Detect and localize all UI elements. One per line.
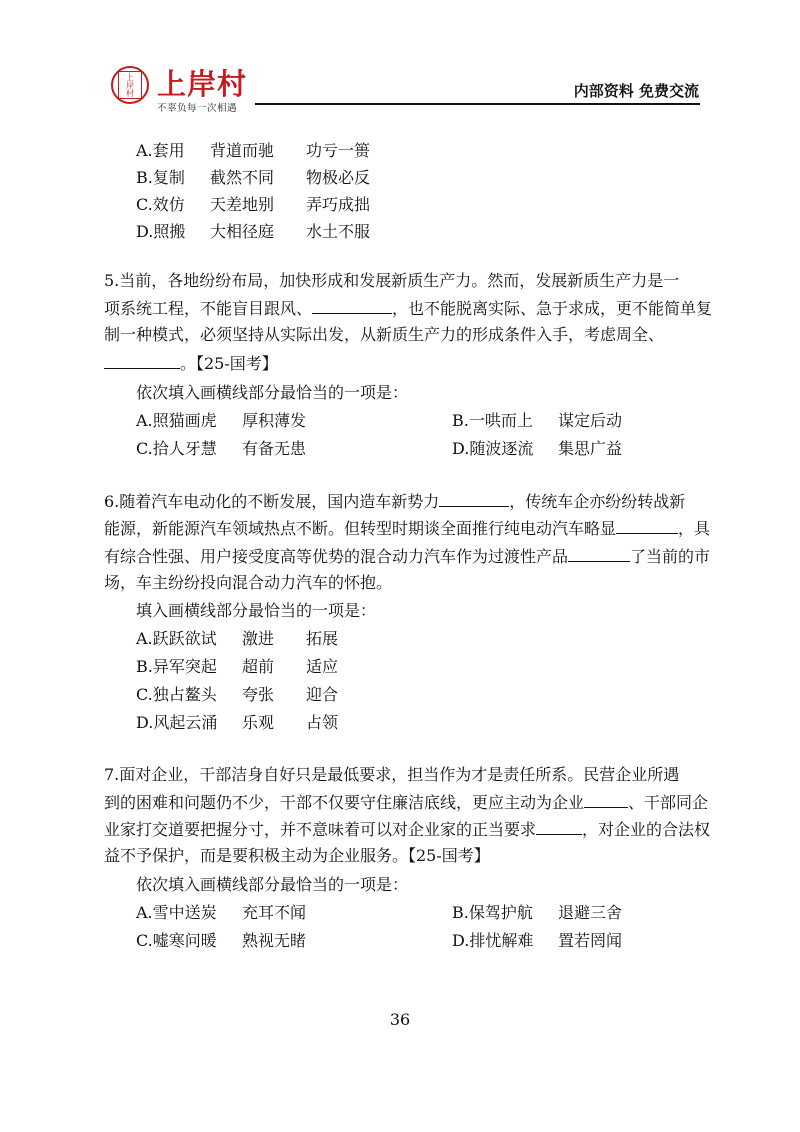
- answer-blank: [584, 791, 628, 808]
- answer-blank: [568, 545, 630, 562]
- brand-seal-logo: [111, 66, 149, 104]
- q5-stem-line2: 项系统工程，不能盲目跟风、 ，也不能脱离实际、急于求成，更不能简单复: [104, 299, 713, 318]
- header-divider: [255, 103, 700, 105]
- answer-blank: [536, 818, 582, 835]
- q6-stem-line4: 场，车主纷纷投向混合动力汽车的怀抱。: [104, 573, 393, 592]
- q7-stem-line1: 7.面对企业，干部洁身自好只是最低要求，担当作为才是责任所系。民营企业所遇: [104, 765, 680, 784]
- answer-blank: [439, 490, 509, 507]
- answer-blank: [312, 297, 392, 314]
- answer-blank: [104, 352, 180, 369]
- q6-stem-line1: 6.随着汽车电动化的不断发展，国内造车新势力 ，传统车企亦纷纷转战新: [104, 492, 686, 511]
- q5-stem-line1: 5.当前，各地纷纷布局，加快形成和发展新质生产力。然而，发展新质生产力是一: [104, 271, 680, 290]
- q7-stem-line2: 到的困难和问题仍不少，干部不仅要守住廉洁底线，更应主动为企业 、干部同企: [104, 793, 709, 812]
- q6-prompt: 填入画横线部分最恰当的一项是：: [136, 601, 377, 620]
- q7-stem-line3: 业家打交道要把握分寸，并不意味着可以对企业家的正当要求 ，对企业的合法权: [104, 820, 711, 839]
- header-label: 内部资料 免费交流: [573, 82, 699, 100]
- q6-stem-line3: 有综合性强、用户接受度高等优势的混合动力汽车作为过渡性产品 了当前的市: [104, 547, 711, 566]
- answer-blank: [616, 517, 678, 534]
- q7-stem-line4: 益不予保护，而是要积极主动为企业服务。【25-国考】: [104, 846, 490, 865]
- page-header: [0, 0, 800, 120]
- brand-name: 上岸村: [157, 67, 248, 101]
- page-number: 36: [389, 1010, 411, 1029]
- q5-stem-line4: 。【25-国考】: [104, 352, 699, 375]
- q7-prompt: 依次填入画横线部分最恰当的一项是：: [136, 875, 409, 894]
- q5-stem-line3: 制一种模式，必须坚持从实际出发，从新质生产力的形成条件入手，考虑周全、: [104, 325, 665, 344]
- q5-prompt: 依次填入画横线部分最恰当的一项是：: [136, 383, 409, 402]
- brand-seal-text: 上岸村: [118, 71, 142, 99]
- brand-slogan: 不辜负每一次相遇: [157, 103, 238, 114]
- q6-stem-line2: 能源，新能源汽车领域热点不断。但转型时期谈全面推行纯电动汽车略显 ，具: [104, 519, 711, 538]
